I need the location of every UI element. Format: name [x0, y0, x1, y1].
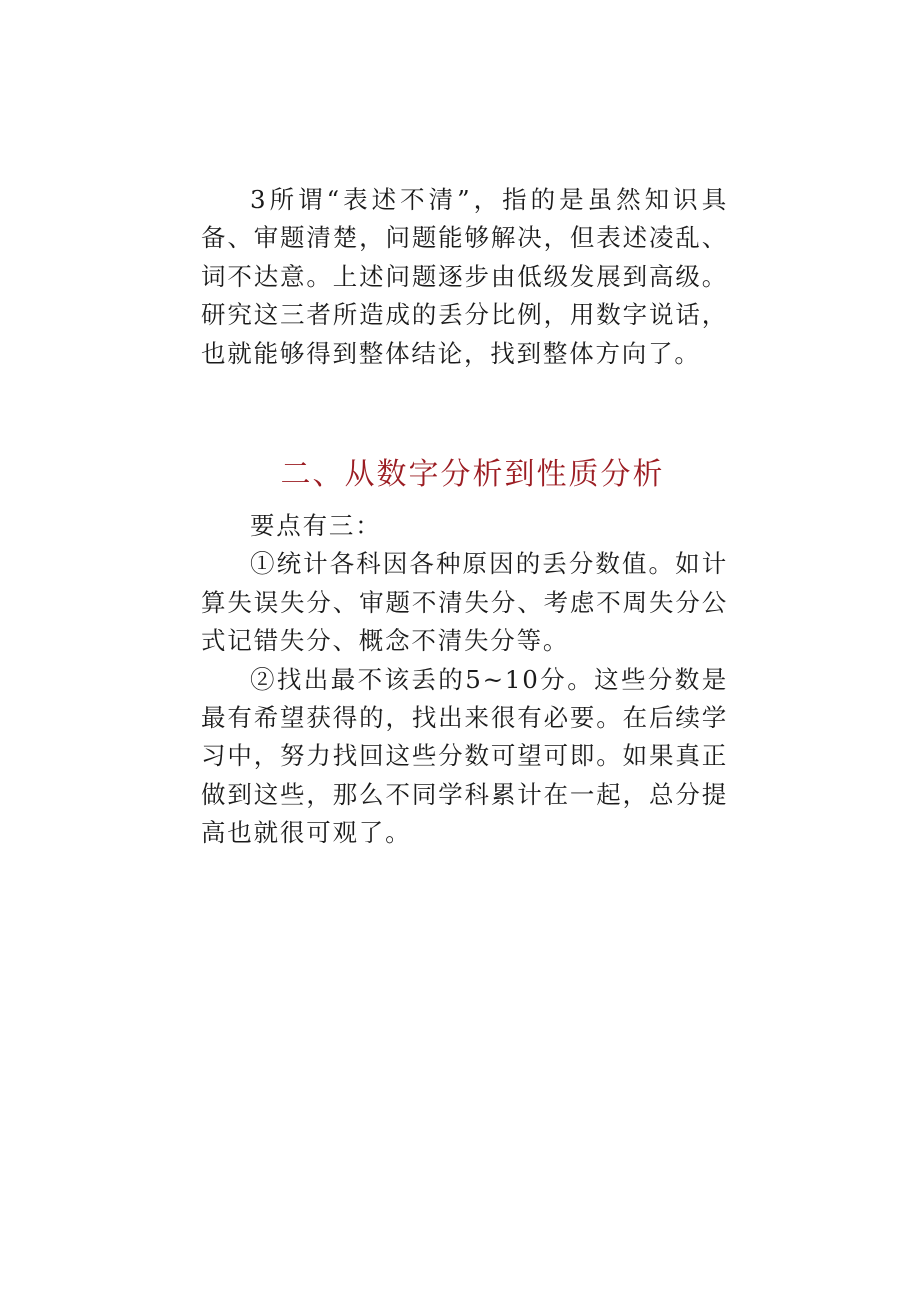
paragraph-expression-unclear: 3所谓“表述不清”，指的是虽然知识具备、审题清楚，问题能够解决，但表述凌乱、词不达意。上述问题逐步由低级发展到高级。研究这三者所造成的丢分比例，用数字说话，也就能够得到整体结论，找到整体方向了。 — [201, 185, 728, 368]
key-point-2: ②找出最不该丢的5~10分。这些分数是最有希望获得的，找出来很有必要。在后续学习中，努力找回这些分数可望可即。如果真正做到这些，那么不同学科累计在一起，总分提高也就很可观了。 — [201, 664, 728, 848]
document-body — [201, 181, 728, 853]
key-point-1: ①统计各科因各种原因的丢分数值。如计算失误失分、审题不清失分、考虑不周失分公式记错失分、概念不清失分等。 — [201, 549, 728, 656]
section-heading-text: 二、从数字分析到性质分析 — [280, 457, 665, 493]
key-points-intro: 要点有三： — [250, 511, 382, 541]
section-heading — [201, 455, 728, 495]
